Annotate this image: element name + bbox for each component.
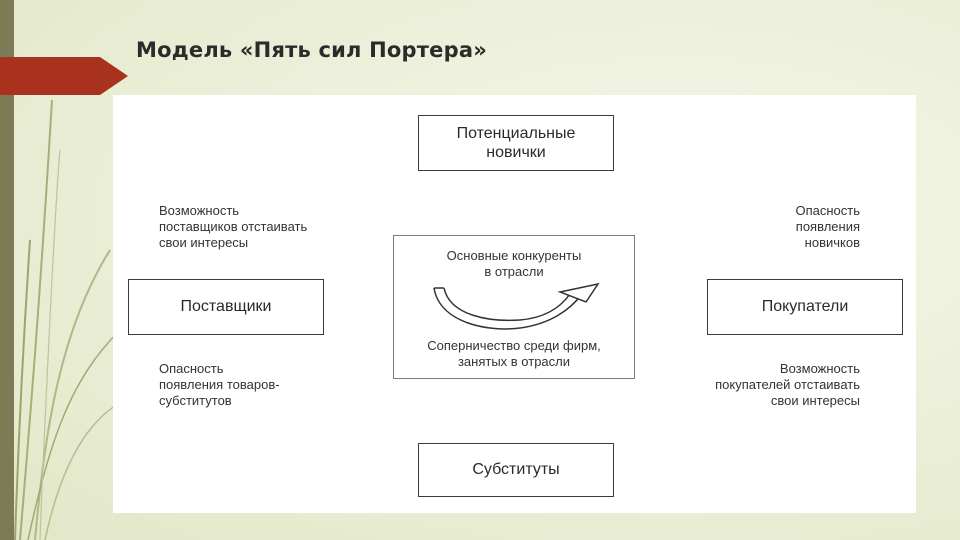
note-supplier-power-line-3: свои интересы bbox=[159, 235, 249, 250]
note-supplier-power bbox=[159, 203, 307, 251]
note-buyer-power bbox=[715, 361, 860, 409]
box-buyers-label: Покупатели bbox=[761, 298, 849, 316]
note-entrant-threat-line-3: новичков bbox=[804, 235, 860, 250]
rivalry-title-line-2: в отрасли bbox=[484, 264, 544, 279]
box-buyers bbox=[707, 279, 903, 335]
note-entrant-threat bbox=[795, 203, 860, 251]
note-entrant-threat-line-2: появления bbox=[795, 219, 860, 234]
rivalry-desc-line-2: занятых в отрасли bbox=[457, 354, 571, 369]
note-substitute-threat-line-1: Опасность bbox=[159, 361, 224, 376]
note-substitute-threat-line-3: субститутов bbox=[159, 393, 232, 408]
note-substitute-threat bbox=[159, 361, 280, 409]
note-entrant-threat-line-1: Опасность bbox=[795, 203, 860, 218]
slide-title: Модель «Пять сил Портера» bbox=[136, 38, 487, 62]
note-buyer-power-line-3: свои интересы bbox=[770, 393, 860, 408]
note-supplier-power-line-1: Возможность bbox=[159, 203, 240, 218]
note-supplier-power-line-2: поставщиков отстаивать bbox=[159, 219, 308, 234]
rivalry-title-line-1: Основные конкуренты bbox=[446, 248, 582, 263]
title-marker bbox=[0, 57, 100, 95]
rivalry-circular-arrow-icon bbox=[420, 280, 610, 336]
note-buyer-power-line-1: Возможность bbox=[779, 361, 860, 376]
note-buyer-power-line-2: покупателей отстаивать bbox=[715, 377, 860, 392]
box-suppliers-label: Поставщики bbox=[180, 298, 272, 316]
box-potential-entrants-line-1: Потенциальные bbox=[456, 124, 576, 142]
rivalry-desc-line-1: Соперничество среди фирм, bbox=[427, 338, 601, 353]
note-substitute-threat-line-2: появления товаров- bbox=[159, 377, 280, 392]
box-substitutes bbox=[418, 443, 614, 497]
box-suppliers bbox=[128, 279, 324, 335]
box-potential-entrants bbox=[418, 115, 614, 171]
box-potential-entrants-line-2: новички bbox=[486, 144, 546, 161]
box-industry-rivalry bbox=[393, 235, 635, 379]
porter-diagram bbox=[113, 95, 916, 513]
box-substitutes-label: Субституты bbox=[472, 461, 560, 479]
